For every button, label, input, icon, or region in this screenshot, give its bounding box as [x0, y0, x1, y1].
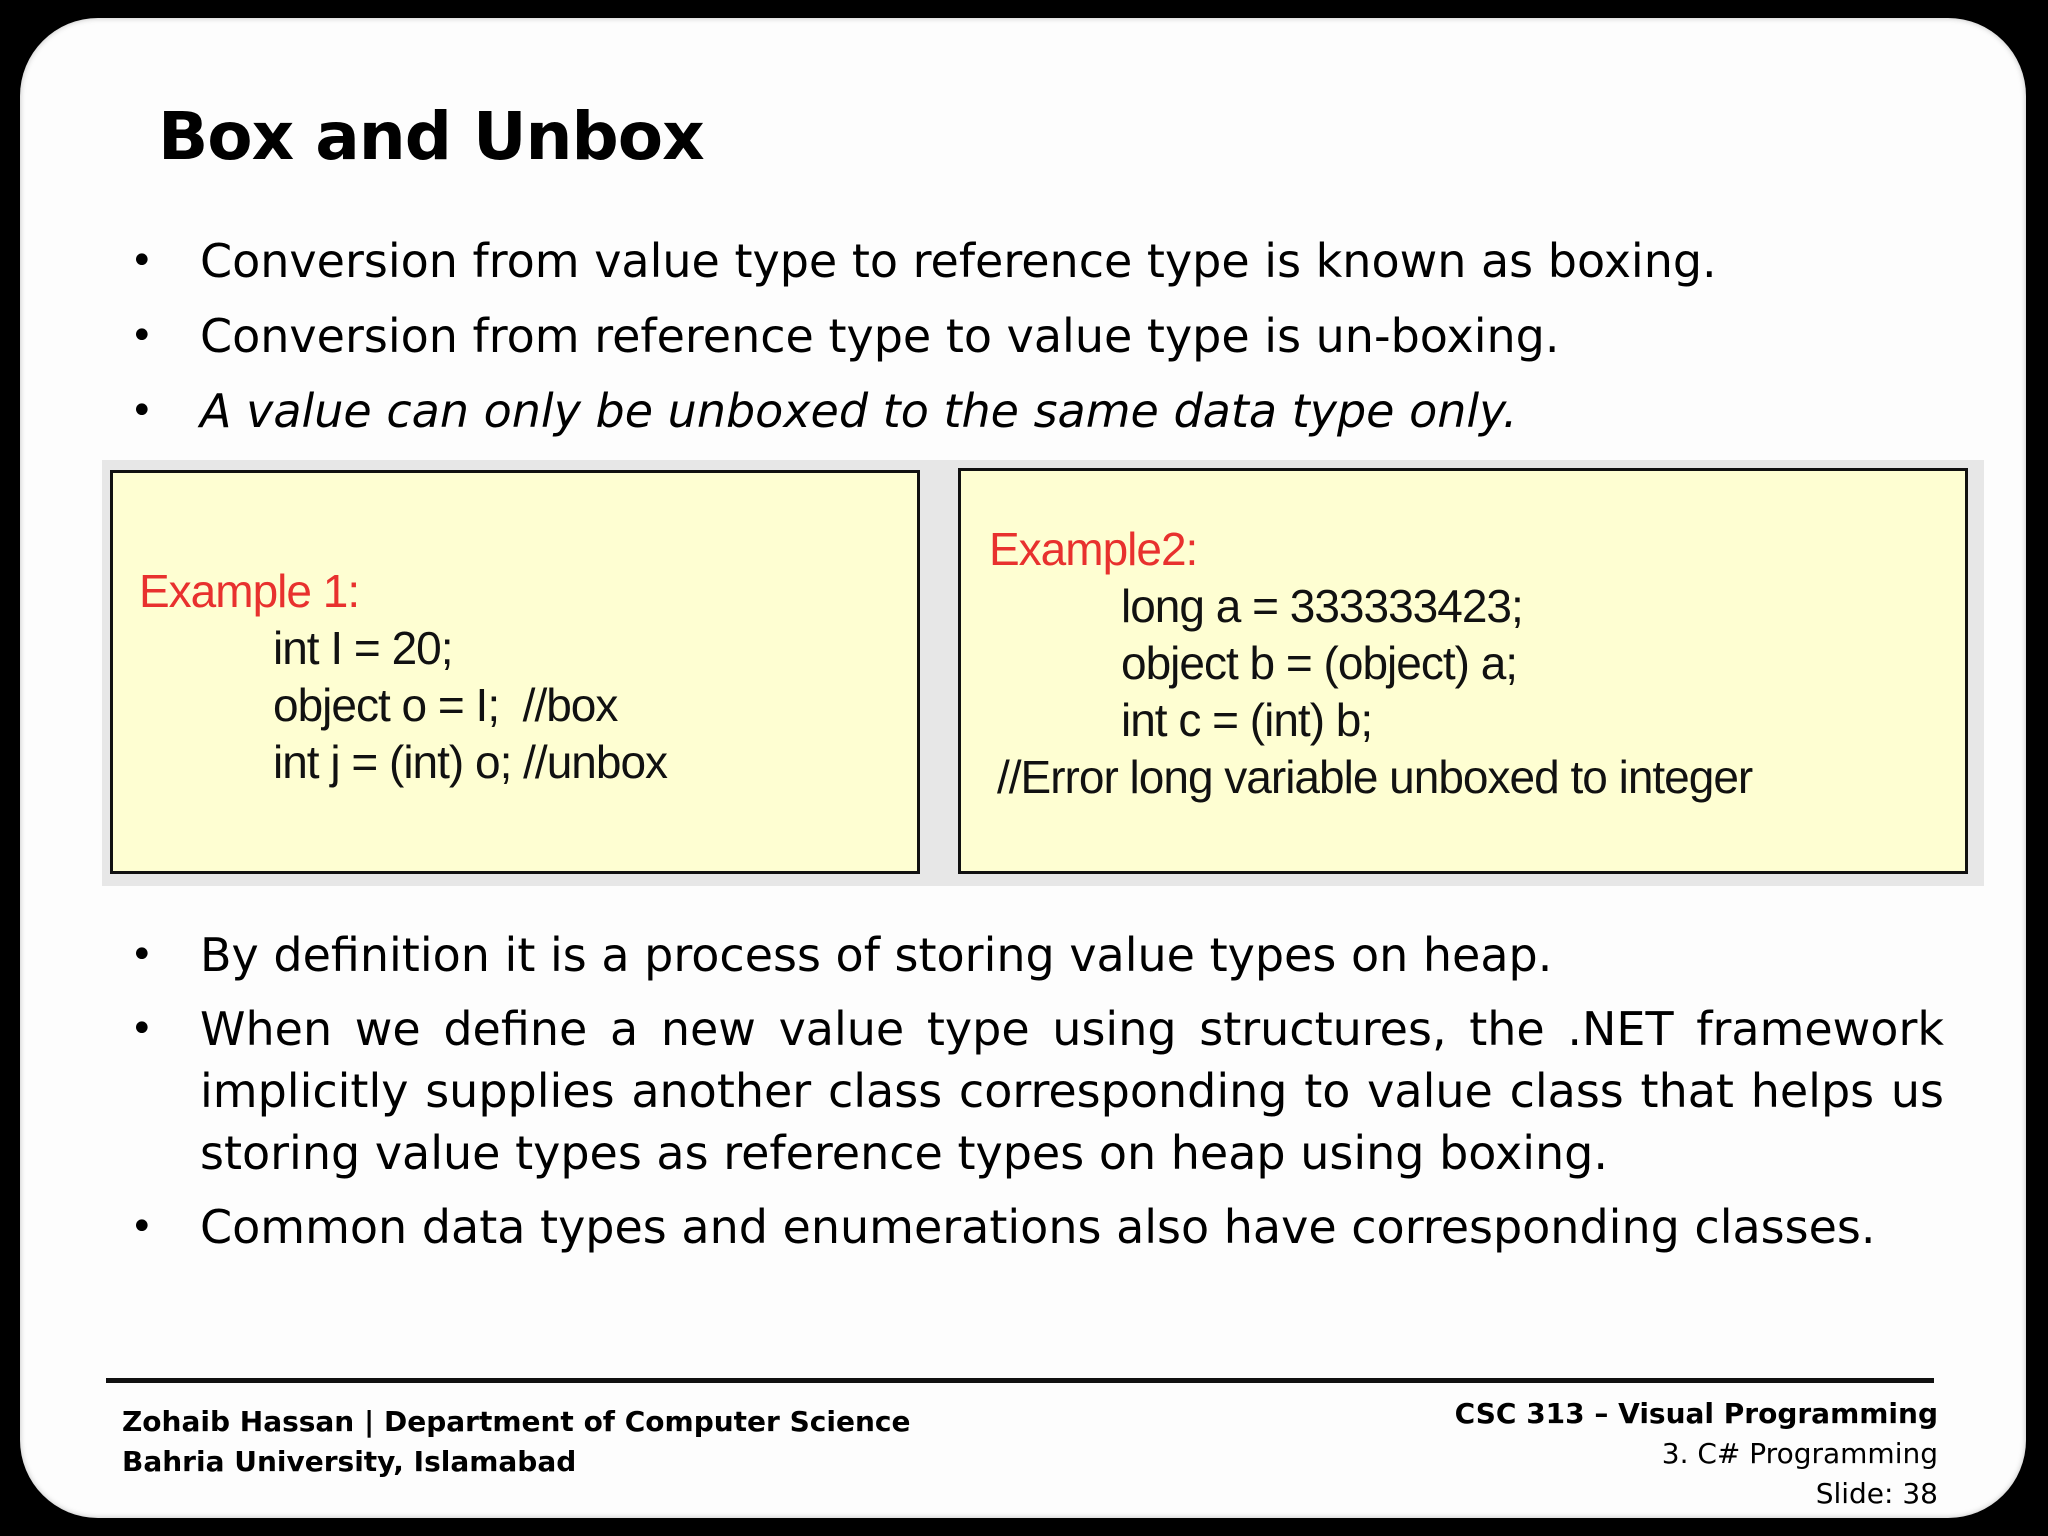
footer-course-info — [1455, 1394, 1938, 1514]
examples-panel — [102, 460, 1984, 886]
bullet-dot: • — [130, 1006, 154, 1052]
bullet-item — [130, 305, 1944, 367]
footer-slide-number: Slide: 38 — [1815, 1477, 1938, 1510]
bullet-item — [130, 924, 1944, 986]
bullet-item — [130, 998, 1944, 1184]
bullet-text: By definition it is a process of storing value types on heap. — [200, 928, 1553, 982]
bullet-item — [130, 1196, 1944, 1258]
footer-topic: 3. C# Programming — [1661, 1437, 1938, 1470]
code-line: object o = I; //box — [273, 679, 618, 731]
footer-author — [122, 1402, 910, 1482]
slide — [20, 18, 2026, 1518]
footer-divider — [106, 1378, 1934, 1383]
footer-course: CSC 313 – Visual Programming — [1454, 1397, 1938, 1430]
bullet-text: When we define a new value type using structures, the .NET framework implicitly supplies another class corresponding to value class that helps us storing value types as reference types on heap using boxing. — [200, 1002, 1944, 1180]
bullet-item — [130, 380, 1944, 442]
bullet-text: Conversion from reference type to value type is un-boxing. — [200, 309, 1560, 363]
bullet-text: Common data types and enumerations also have corresponding classes. — [200, 1200, 1876, 1254]
bullet-dot: • — [130, 1204, 154, 1250]
example-1-title: Example 1: — [139, 565, 360, 617]
code-line: int c = (int) b; — [1121, 694, 1373, 746]
bullet-dot: • — [130, 388, 154, 434]
bullet-dot: • — [130, 932, 154, 978]
footer-university: Bahria University, Islamabad — [122, 1445, 577, 1478]
bullet-text-italic: A value can only be unboxed to the same data type only. — [200, 384, 1518, 438]
footer-author-line: Zohaib Hassan | Department of Computer Science — [122, 1405, 911, 1438]
bullet-dot: • — [130, 313, 154, 359]
bullet-text: Conversion from value type to reference type is known as boxing. — [200, 234, 1717, 288]
example-2-box — [958, 468, 1968, 874]
example-2-title: Example2: — [989, 523, 1198, 575]
code-line: object b = (object) a; — [1121, 637, 1518, 689]
slide-title: Box and Unbox — [158, 98, 704, 175]
example-1-box — [110, 470, 920, 874]
code-line: long a = 333333423; — [1121, 580, 1523, 632]
code-line: int j = (int) o; //unbox — [273, 736, 668, 788]
code-line: //Error long variable unboxed to integer — [997, 751, 1753, 803]
bullet-dot: • — [130, 238, 154, 284]
bullet-item — [130, 230, 1944, 292]
code-line: int I = 20; — [273, 622, 453, 674]
